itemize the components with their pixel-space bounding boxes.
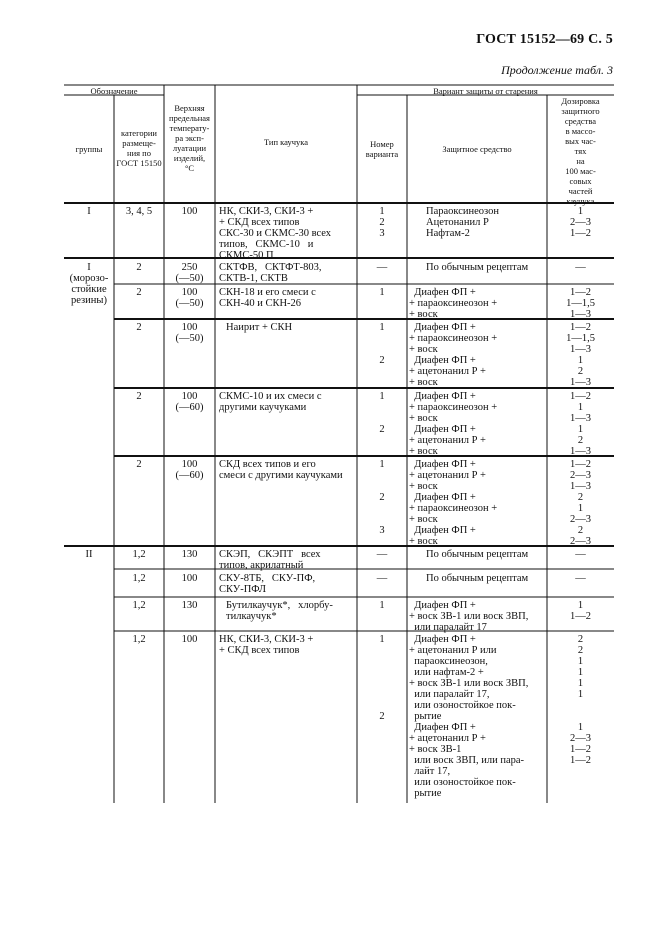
cell-dosage: — bbox=[575, 573, 586, 584]
cell-agent: Диафен ФП + + параоксинеозон + + воск Диафен ФП + + ацетонанил Р + + воск bbox=[409, 391, 498, 457]
cell-category: 3, 4, 5 bbox=[125, 206, 153, 217]
cell-category: 1,2 bbox=[132, 573, 146, 584]
cell-group: I (морозо- стойкие резины) bbox=[69, 262, 109, 306]
cell-category: 1,2 bbox=[132, 600, 146, 611]
cell-agent: Диафен ФП + + воск ЗВ-1 или воск ЗВП, или паралайт 17 bbox=[409, 600, 529, 633]
cell-rubber: НК, СКИ-3, СКИ-3 + + СКД всех типов bbox=[219, 634, 314, 656]
cell-variant: — bbox=[376, 549, 388, 560]
cell-temperature: 250 (—50) bbox=[175, 262, 204, 284]
cell-temperature: 100 (—60) bbox=[175, 391, 204, 413]
header-category: категории размеще- ния по ГОСТ 15150 bbox=[116, 128, 162, 168]
cell-temperature: 100 bbox=[181, 573, 198, 584]
cell-temperature: 100 (—50) bbox=[175, 287, 204, 309]
cell-category: 2 bbox=[136, 391, 142, 402]
header-protective-agent: Защитное средство bbox=[442, 144, 512, 154]
cell-group: II bbox=[85, 549, 93, 560]
cell-group: I bbox=[87, 206, 91, 217]
cell-rubber: СКН-18 и его смеси с СКН-40 и СКН-26 bbox=[219, 287, 316, 309]
cell-dosage: 2 2 1 1 1 1 1 2—3 1—2 1—2 bbox=[570, 634, 591, 766]
cell-rubber: СКД всех типов и его смеси с другими каучуками bbox=[219, 459, 343, 481]
cell-dosage: 1 2—3 1—2 bbox=[570, 206, 591, 239]
cell-variant: — bbox=[376, 573, 388, 584]
cell-agent: Диафен ФП + + ацетонанил Р + + воск Диафен ФП + + параоксинеозон + + воск Диафен ФП + + воск bbox=[409, 459, 498, 547]
page-header: ГОСТ 15152—69 С. 5 bbox=[476, 32, 613, 47]
cell-temperature: 130 bbox=[181, 600, 198, 611]
header-group: группы bbox=[75, 144, 103, 154]
cell-dosage: 1—2 1—1,5 1—3 1 2 1—3 bbox=[566, 322, 595, 388]
header-protection-variant: Вариант защиты от старения bbox=[433, 86, 538, 96]
cell-variant: — bbox=[376, 262, 388, 273]
cell-variant: 1 bbox=[379, 287, 385, 298]
cell-dosage: 1—2 1 1—3 1 2 1—3 bbox=[570, 391, 591, 457]
cell-agent: Диафен ФП + + параоксинеозон + + воск Диафен ФП + + ацетонанил Р + + воск bbox=[409, 322, 498, 388]
header-variant-number: Номер варианта bbox=[365, 139, 399, 159]
cell-rubber: СКМС-10 и их смеси с другими каучуками bbox=[219, 391, 322, 413]
header-rubber-type: Тип каучука bbox=[263, 137, 309, 147]
cell-category: 2 bbox=[136, 322, 142, 333]
cell-variant: 1 bbox=[379, 600, 385, 611]
cell-category: 2 bbox=[136, 287, 142, 298]
cell-agent: По обычным рецептам bbox=[426, 573, 529, 584]
cell-temperature: 100 (—50) bbox=[175, 322, 204, 344]
cell-rubber: НК, СКИ-3, СКИ-3 + + СКД всех типов СКС-30 и СКМС-30 всех типов, СКМС-10 и СКМС-50 П bbox=[219, 206, 332, 261]
cell-rubber: СКУ-8ТБ, СКУ-ПФ, СКУ-ПФЛ bbox=[219, 573, 316, 595]
cell-category: 1,2 bbox=[132, 549, 146, 560]
cell-category: 2 bbox=[136, 459, 142, 470]
header-dosage: Дозировка защитного средства в массо- вых час- тях на 100 мас- совых частей каучука bbox=[561, 96, 600, 206]
cell-temperature: 100 bbox=[181, 634, 198, 645]
cell-category: 2 bbox=[136, 262, 142, 273]
cell-variant: 1 2 bbox=[379, 391, 385, 435]
table-continuation-caption: Продолжение табл. 3 bbox=[501, 63, 613, 77]
cell-rubber: Наирит + СКН bbox=[226, 322, 293, 333]
cell-dosage: 1 1—2 bbox=[570, 600, 591, 622]
header-temperature: Верхняя предельная температу- ра эксп- луатации изделий, °С bbox=[169, 103, 210, 173]
cell-dosage: — bbox=[575, 262, 586, 273]
cell-rubber: СКТФВ, СКТФТ-803, СКТВ-1, СКТВ bbox=[219, 262, 322, 284]
cell-rubber: СКЭП, СКЭПТ всех типов, акрилатный bbox=[219, 549, 321, 571]
cell-temperature: 100 (—60) bbox=[175, 459, 204, 481]
cell-temperature: 100 bbox=[181, 206, 198, 217]
cell-agent: Диафен ФП + + ацетонанил Р или параоксинеозон, или нафтам-2 + + воск ЗВ-1 или воск ЗВП, или паралайт 17, или озоностойкое пок- рытие Диафен ФП + + ацетонанил Р + + воск ЗВ-1 или воск ЗВП, или пара- лайт 17, или озоностойкое пок- рытие bbox=[409, 634, 529, 799]
cell-temperature: 130 bbox=[181, 549, 198, 560]
cell-category: 1,2 bbox=[132, 634, 146, 645]
cell-agent: Параоксинеозон Ацетонанил Р Нафтам-2 bbox=[426, 206, 500, 239]
cell-rubber: Бутилкаучук*, хлорбу- тилкаучук* bbox=[226, 600, 333, 622]
cell-agent: По обычным рецептам bbox=[426, 262, 529, 273]
cell-variant: 1 2 3 bbox=[379, 206, 385, 239]
cell-agent: По обычным рецептам bbox=[426, 549, 529, 560]
cell-agent: Диафен ФП + + параоксинеозон + + воск bbox=[409, 287, 498, 320]
cell-variant: 1 2 bbox=[379, 322, 385, 366]
cell-variant: 1 2 bbox=[379, 634, 385, 722]
cell-dosage: 1—2 2—3 1—3 2 1 2—3 2 2—3 bbox=[570, 459, 591, 547]
header-designation: Обозначение bbox=[90, 86, 138, 96]
cell-variant: 1 2 3 bbox=[379, 459, 385, 536]
cell-dosage: 1—2 1—1,5 1—3 bbox=[566, 287, 595, 320]
cell-dosage: — bbox=[575, 549, 586, 560]
